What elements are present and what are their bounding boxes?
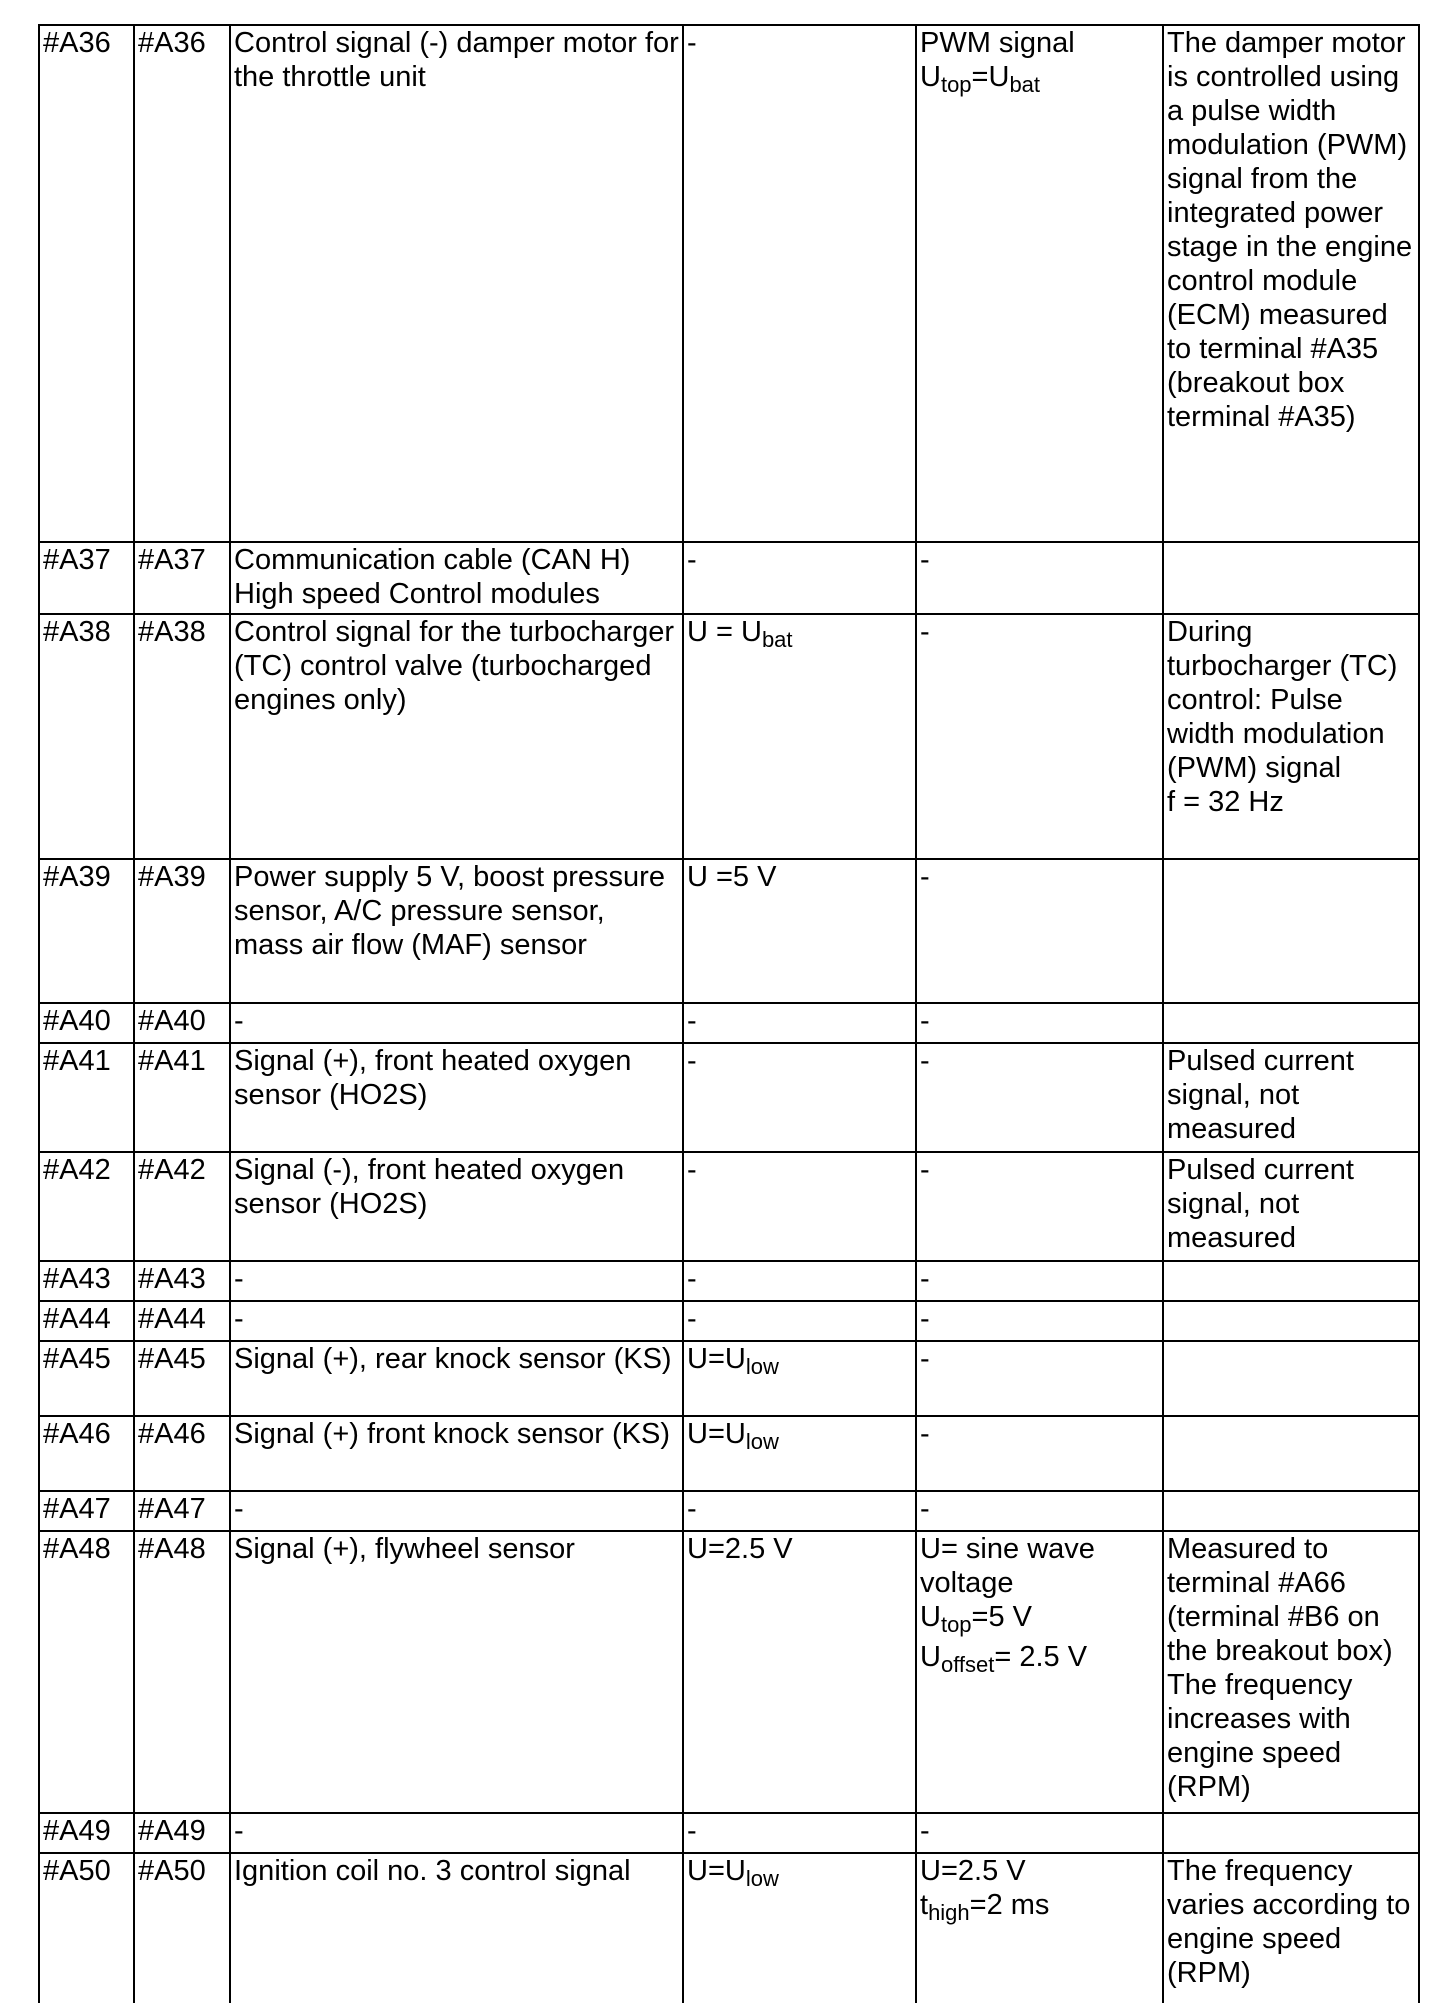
- cell-description-line: Control signal (-) damper motor for the throttle unit: [234, 27, 679, 93]
- cell-breakout-terminal-text: #A42: [138, 1154, 206, 1186]
- cell-description-line: -: [234, 1303, 244, 1335]
- cell-static-value: [683, 1003, 916, 1043]
- cell-breakout-terminal-text: #A41: [138, 1045, 206, 1077]
- value-symbol: U=U: [687, 1418, 746, 1450]
- table-row: [39, 542, 1419, 614]
- cell-dynamic-value: [916, 1853, 1163, 2003]
- cell-notes-line: The frequency varies according to engine speed (RPM): [1167, 1855, 1411, 1989]
- cell-pin-text: #A40: [43, 1005, 111, 1037]
- cell-static-value: [683, 1491, 916, 1531]
- cell-pin-text: #A37: [43, 544, 111, 576]
- value-symbol: U=U: [687, 1855, 746, 1887]
- value-suffix: =U: [971, 61, 1010, 93]
- cell-pin: [39, 1491, 134, 1531]
- cell-static-value-line: -: [687, 1815, 697, 1847]
- cell-description: [230, 614, 683, 859]
- cell-dynamic-value-line: -: [920, 1154, 930, 1186]
- cell-pin: [39, 1043, 134, 1152]
- cell-description-line: Communication cable (CAN H) High speed Control modules: [234, 544, 631, 610]
- cell-pin: [39, 25, 134, 542]
- value-subscript: high: [928, 1900, 970, 1925]
- cell-dynamic-value: [916, 1813, 1163, 1853]
- cell-dynamic-value-line: -: [920, 1045, 930, 1077]
- cell-pin: [39, 1261, 134, 1301]
- cell-description: [230, 1853, 683, 2003]
- cell-dynamic-value: [916, 859, 1163, 1003]
- cell-static-value: [683, 1853, 916, 2003]
- cell-notes: [1163, 1341, 1419, 1416]
- cell-pin-text: #A36: [43, 27, 111, 59]
- value-symbol: U=U: [687, 1343, 746, 1375]
- table-row: [39, 1341, 1419, 1416]
- cell-description: [230, 1813, 683, 1853]
- cell-notes: [1163, 1416, 1419, 1491]
- cell-description-line: -: [234, 1005, 244, 1037]
- cell-breakout-terminal: [134, 1003, 230, 1043]
- cell-description: [230, 1003, 683, 1043]
- table-row: [39, 1261, 1419, 1301]
- cell-description: [230, 1261, 683, 1301]
- cell-static-value-line: U=2.5 V: [687, 1533, 793, 1565]
- cell-static-value-line: U =5 V: [687, 861, 777, 893]
- cell-static-value: [683, 1416, 916, 1491]
- cell-notes: [1163, 25, 1419, 542]
- table-row: [39, 859, 1419, 1003]
- cell-pin-text: #A46: [43, 1418, 111, 1450]
- cell-breakout-terminal-text: #A43: [138, 1263, 206, 1295]
- cell-pin-text: #A38: [43, 616, 111, 648]
- value-subscript: low: [745, 1429, 779, 1454]
- cell-description-line: Ignition coil no. 3 control signal: [234, 1855, 631, 1887]
- terminal-table: [38, 24, 1420, 2003]
- cell-breakout-terminal: [134, 1043, 230, 1152]
- cell-notes: [1163, 1853, 1419, 2003]
- cell-pin-text: #A43: [43, 1263, 111, 1295]
- value-suffix: = 2.5 V: [994, 1641, 1088, 1673]
- cell-notes: [1163, 1003, 1419, 1043]
- table-row: [39, 1416, 1419, 1491]
- cell-static-value: [683, 614, 916, 859]
- cell-dynamic-value: [916, 1043, 1163, 1152]
- cell-pin: [39, 1152, 134, 1261]
- value-symbol: U: [920, 1641, 941, 1673]
- cell-pin: [39, 1853, 134, 2003]
- cell-dynamic-value: [916, 1301, 1163, 1341]
- value-subscript: offset: [940, 1652, 995, 1677]
- cell-pin-text: #A49: [43, 1815, 111, 1847]
- cell-static-value-line: -: [687, 1303, 697, 1335]
- table-row: [39, 1043, 1419, 1152]
- cell-description: [230, 1043, 683, 1152]
- cell-pin: [39, 859, 134, 1003]
- cell-breakout-terminal-text: #A40: [138, 1005, 206, 1037]
- value-subscript: top: [940, 72, 972, 97]
- table-row: [39, 1813, 1419, 1853]
- cell-static-value-line: -: [687, 1045, 697, 1077]
- cell-dynamic-value: [916, 1341, 1163, 1416]
- cell-notes-line: f = 32 Hz: [1167, 786, 1284, 818]
- value-symbol: U: [920, 61, 941, 93]
- cell-dynamic-value-line: -: [920, 1418, 930, 1450]
- cell-pin-text: #A45: [43, 1343, 111, 1375]
- cell-static-value-line: [687, 615, 912, 652]
- cell-description: [230, 1491, 683, 1531]
- cell-description: [230, 1531, 683, 1813]
- cell-dynamic-value: [916, 1416, 1163, 1491]
- cell-description-line: Signal (+), flywheel sensor: [234, 1533, 575, 1565]
- cell-dynamic-value-line: -: [920, 1343, 930, 1375]
- cell-notes: [1163, 1261, 1419, 1301]
- value-suffix: =2 ms: [969, 1889, 1050, 1921]
- cell-static-value-line: -: [687, 1005, 697, 1037]
- cell-dynamic-value-line: -: [920, 1005, 930, 1037]
- cell-static-value-line: -: [687, 1493, 697, 1525]
- cell-description-line: Signal (+), front heated oxygen sensor (HO2S): [234, 1045, 632, 1111]
- cell-static-value: [683, 859, 916, 1003]
- cell-static-value-line: -: [687, 1263, 697, 1295]
- cell-static-value: [683, 25, 916, 542]
- cell-dynamic-value-line: -: [920, 1815, 930, 1847]
- cell-breakout-terminal-text: #A38: [138, 616, 206, 648]
- value-subscript: top: [940, 1612, 972, 1637]
- value-subscript: low: [745, 1866, 779, 1891]
- cell-static-value-line: -: [687, 544, 697, 576]
- cell-notes-line: Measured to terminal #A66 (terminal #B6 on the breakout box) The frequency increases with engine speed (RPM): [1167, 1533, 1393, 1803]
- cell-description-line: Signal (-), front heated oxygen sensor (HO2S): [234, 1154, 625, 1220]
- cell-breakout-terminal-text: #A45: [138, 1343, 206, 1375]
- cell-breakout-terminal-text: #A50: [138, 1855, 206, 1887]
- cell-notes-line: Pulsed current signal, not measured: [1167, 1045, 1354, 1145]
- cell-pin: [39, 1416, 134, 1491]
- cell-dynamic-value-line: [920, 1600, 1159, 1637]
- cell-dynamic-value: [916, 1491, 1163, 1531]
- cell-breakout-terminal: [134, 1531, 230, 1813]
- cell-dynamic-value-line: -: [920, 616, 930, 648]
- cell-description-line: -: [234, 1263, 244, 1295]
- cell-notes: [1163, 1813, 1419, 1853]
- cell-breakout-terminal-text: #A36: [138, 27, 206, 59]
- cell-dynamic-value-line: -: [920, 861, 930, 893]
- table-row: [39, 614, 1419, 859]
- cell-static-value: [683, 1341, 916, 1416]
- cell-description: [230, 1152, 683, 1261]
- cell-breakout-terminal: [134, 1813, 230, 1853]
- cell-static-value: [683, 1152, 916, 1261]
- terminal-table-body: [39, 25, 1419, 2003]
- cell-description-line: -: [234, 1493, 244, 1525]
- cell-description-line: Signal (+) front knock sensor (KS): [234, 1418, 670, 1450]
- cell-description: [230, 1416, 683, 1491]
- table-row: [39, 1301, 1419, 1341]
- cell-dynamic-value: [916, 1531, 1163, 1813]
- cell-description: [230, 25, 683, 542]
- cell-description: [230, 1301, 683, 1341]
- cell-breakout-terminal: [134, 614, 230, 859]
- cell-pin-text: #A41: [43, 1045, 111, 1077]
- value-symbol: t: [920, 1889, 929, 1921]
- cell-notes: [1163, 1491, 1419, 1531]
- cell-dynamic-value-line: PWM signal: [920, 27, 1075, 59]
- cell-pin: [39, 614, 134, 859]
- table-row: [39, 1003, 1419, 1043]
- cell-description: [230, 1341, 683, 1416]
- cell-breakout-terminal-text: #A39: [138, 861, 206, 893]
- cell-breakout-terminal-text: #A47: [138, 1493, 206, 1525]
- cell-static-value: [683, 1261, 916, 1301]
- cell-pin-text: #A48: [43, 1533, 111, 1565]
- cell-dynamic-value-line: -: [920, 1303, 930, 1335]
- cell-dynamic-value: [916, 25, 1163, 542]
- cell-breakout-terminal-text: #A37: [138, 544, 206, 576]
- cell-pin: [39, 1813, 134, 1853]
- table-row: [39, 1491, 1419, 1531]
- cell-breakout-terminal: [134, 1261, 230, 1301]
- cell-pin-text: #A42: [43, 1154, 111, 1186]
- cell-description-line: Power supply 5 V, boost pressure sensor, A/C pressure sensor, mass air flow (MAF) sensor: [234, 861, 665, 961]
- cell-breakout-terminal-text: #A46: [138, 1418, 206, 1450]
- cell-breakout-terminal-text: #A44: [138, 1303, 206, 1335]
- cell-pin: [39, 1003, 134, 1043]
- cell-breakout-terminal: [134, 1853, 230, 2003]
- cell-description: [230, 542, 683, 614]
- cell-description-line: Control signal for the turbocharger (TC) control valve (turbocharged engines only): [234, 616, 675, 716]
- cell-breakout-terminal: [134, 1152, 230, 1261]
- cell-breakout-terminal: [134, 1341, 230, 1416]
- value-subscript: bat: [761, 627, 793, 652]
- cell-dynamic-value-line: [920, 1888, 1159, 1925]
- table-row: [39, 1531, 1419, 1813]
- cell-static-value-line: -: [687, 27, 697, 59]
- cell-breakout-terminal-text: #A48: [138, 1533, 206, 1565]
- cell-breakout-terminal: [134, 1416, 230, 1491]
- cell-pin-text: #A47: [43, 1493, 111, 1525]
- cell-dynamic-value: [916, 1152, 1163, 1261]
- cell-notes-line: The damper motor is controlled using a pulse width modulation (PWM) signal from the integrated power stage in the engine control module (ECM) measured to terminal #A35 (breakout box terminal #A35): [1167, 27, 1413, 433]
- cell-dynamic-value-line: U=2.5 V: [920, 1855, 1026, 1887]
- cell-dynamic-value-line: [920, 60, 1159, 97]
- cell-notes: [1163, 1531, 1419, 1813]
- cell-pin-text: #A39: [43, 861, 111, 893]
- cell-breakout-terminal: [134, 25, 230, 542]
- cell-pin: [39, 1301, 134, 1341]
- cell-dynamic-value: [916, 614, 1163, 859]
- cell-breakout-terminal: [134, 542, 230, 614]
- value-symbol: U: [920, 1601, 941, 1633]
- cell-pin: [39, 542, 134, 614]
- cell-dynamic-value-line: -: [920, 1493, 930, 1525]
- cell-pin-text: #A44: [43, 1303, 111, 1335]
- cell-notes-line: Pulsed current signal, not measured: [1167, 1154, 1354, 1254]
- value-subscript: bat: [1009, 72, 1041, 97]
- cell-dynamic-value-line: [920, 1640, 1159, 1677]
- cell-notes: [1163, 1301, 1419, 1341]
- cell-static-value: [683, 1301, 916, 1341]
- cell-breakout-terminal: [134, 859, 230, 1003]
- value-suffix: =5 V: [971, 1601, 1033, 1633]
- cell-notes: [1163, 1043, 1419, 1152]
- cell-dynamic-value: [916, 542, 1163, 614]
- cell-dynamic-value: [916, 1261, 1163, 1301]
- table-row: [39, 1853, 1419, 2003]
- cell-static-value-line: [687, 1854, 912, 1891]
- cell-dynamic-value-line: U= sine wave voltage: [920, 1533, 1095, 1599]
- cell-breakout-terminal: [134, 1301, 230, 1341]
- cell-breakout-terminal: [134, 1491, 230, 1531]
- cell-notes: [1163, 859, 1419, 1003]
- cell-pin-text: #A50: [43, 1855, 111, 1887]
- cell-description: [230, 859, 683, 1003]
- cell-static-value-line: -: [687, 1154, 697, 1186]
- cell-pin: [39, 1531, 134, 1813]
- cell-description-line: -: [234, 1815, 244, 1847]
- cell-notes-line: During turbocharger (TC) control: Pulse width modulation (PWM) signal: [1167, 616, 1398, 784]
- cell-dynamic-value-line: -: [920, 1263, 930, 1295]
- cell-breakout-terminal-text: #A49: [138, 1815, 206, 1847]
- value-symbol: U = U: [687, 616, 762, 648]
- cell-static-value-line: [687, 1342, 912, 1379]
- cell-notes: [1163, 542, 1419, 614]
- cell-static-value: [683, 1531, 916, 1813]
- cell-static-value: [683, 542, 916, 614]
- cell-dynamic-value: [916, 1003, 1163, 1043]
- cell-static-value-line: [687, 1417, 912, 1454]
- cell-description-line: Signal (+), rear knock sensor (KS): [234, 1343, 672, 1375]
- cell-static-value: [683, 1813, 916, 1853]
- table-row: [39, 25, 1419, 542]
- cell-notes: [1163, 614, 1419, 859]
- cell-dynamic-value-line: -: [920, 544, 930, 576]
- cell-pin: [39, 1341, 134, 1416]
- cell-notes: [1163, 1152, 1419, 1261]
- value-subscript: low: [745, 1354, 779, 1379]
- table-row: [39, 1152, 1419, 1261]
- cell-static-value: [683, 1043, 916, 1152]
